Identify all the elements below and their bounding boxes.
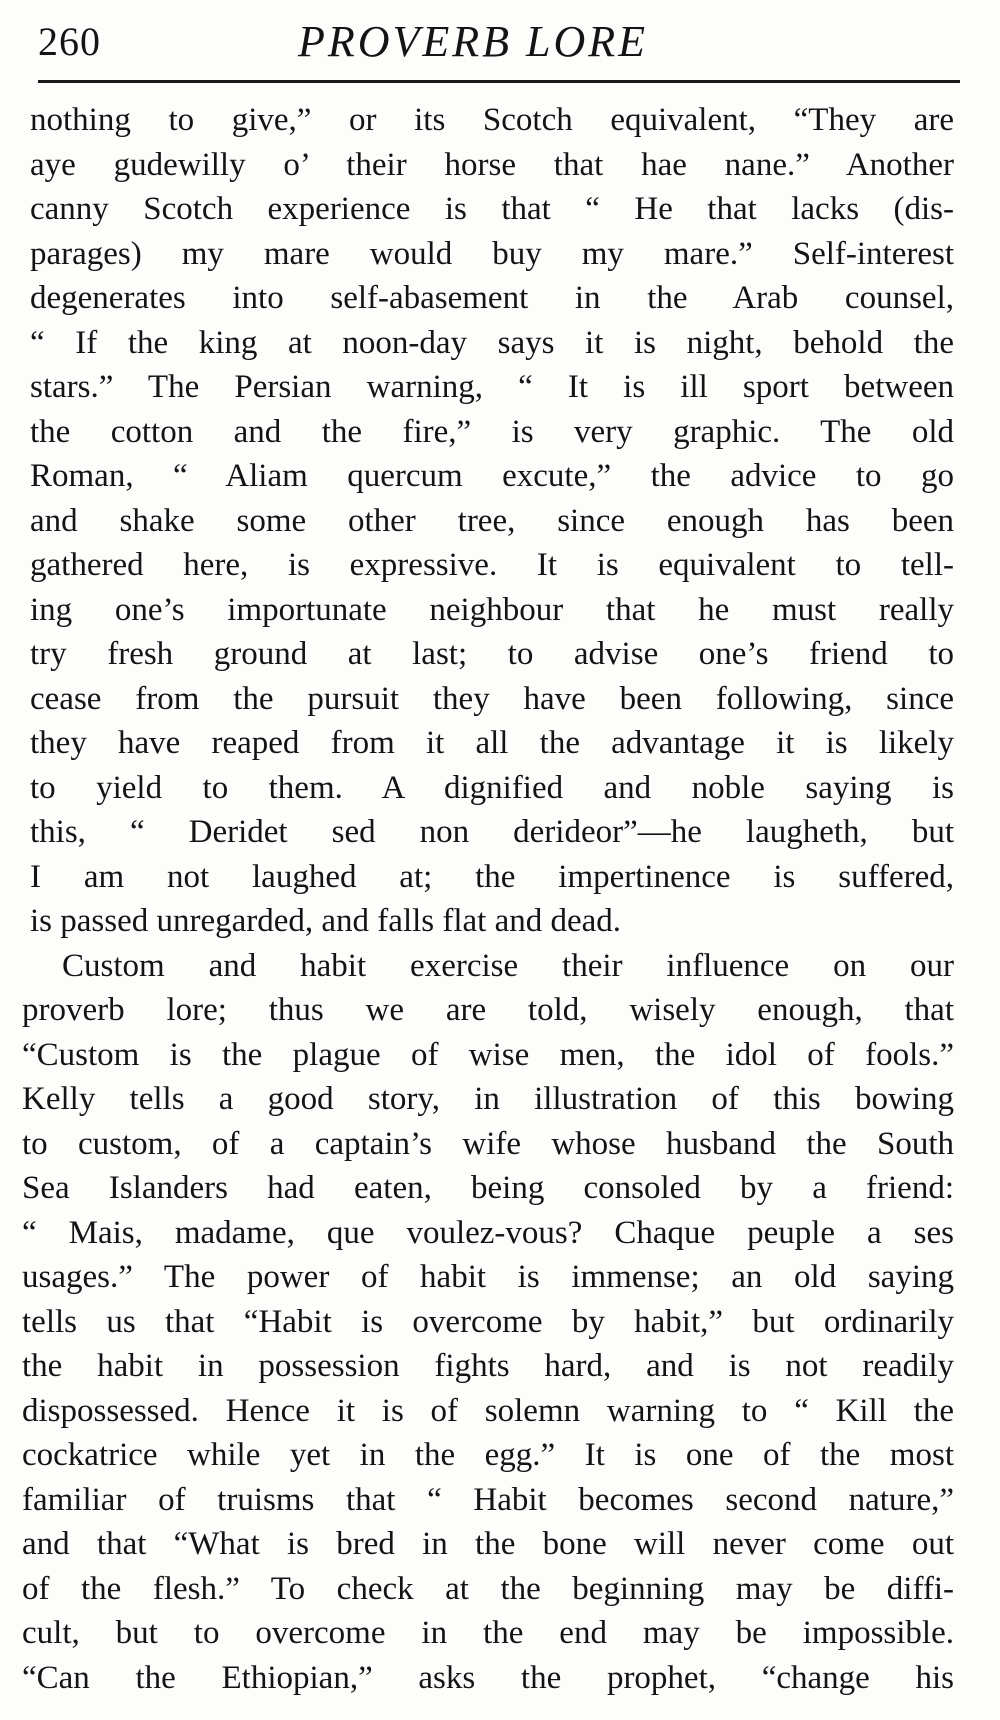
text-line: try fresh ground at last; to advise one’s friend to [30, 636, 954, 672]
text-line: is passed unregarded, and falls flat and dead. [30, 903, 622, 939]
text-line: Kelly tells a good story, in illustration of this bowing [22, 1081, 954, 1117]
text-line: degenerates into self-abasement in the Arab counsel, [30, 280, 954, 316]
text-line: cease from the pursuit they have been following, since [30, 680, 954, 717]
text-line: aye gudewilly o’ their horse that hae nane.” Another [30, 146, 954, 183]
body-text [22, 98, 954, 1700]
text-line: “ Mais, madame, que voulez-vous? Chaque peuple a ses [22, 1214, 954, 1251]
text-line: “Can the Ethiopian,” asks the prophet, “change his [22, 1659, 954, 1696]
text-line: the habit in possession fights hard, and is not readily [22, 1348, 954, 1384]
text-line: of the flesh.” To check at the beginning may be diffi- [22, 1570, 954, 1607]
text-line: tells us that “Habit is overcome by habit,” but ordinarily [22, 1303, 954, 1340]
text-line: nothing to give,” or its Scotch equivalent, “They are [30, 102, 954, 138]
text-line: familiar of truisms that “ Habit becomes second nature,” [22, 1481, 954, 1518]
text-line: the cotton and the fire,” is very graphic. The old [30, 413, 954, 450]
page-header [38, 12, 960, 74]
running-head: PROVERB LORE [298, 17, 649, 66]
text-line: canny Scotch experience is that “ He that lacks (dis- [30, 191, 954, 227]
text-line: “ If the king at noon-day says it is night, behold the [30, 324, 954, 361]
text-line: proverb lore; thus we are told, wisely enough, that [22, 992, 954, 1028]
text-line: this, “ Deridet sed non derideor”—he laugheth, but [30, 814, 954, 850]
text-line: to custom, of a captain’s wife whose husband the South [22, 1125, 954, 1162]
text-line: usages.” The power of habit is immense; an old saying [22, 1259, 954, 1295]
text-line: dispossessed. Hence it is of solemn warning to “ Kill the [22, 1392, 954, 1429]
text-line: they have reaped from it all the advantage it is likely [30, 725, 954, 761]
paragraph-start-line: Custom and habit exercise their influence on our [62, 947, 954, 984]
page-number: 260 [38, 19, 101, 64]
text-line: Sea Islanders had eaten, being consoled by a friend: [22, 1170, 954, 1206]
text-line: to yield to them. A dignified and noble saying is [30, 769, 954, 806]
text-line: stars.” The Persian warning, “ It is ill sport between [30, 369, 954, 405]
text-line: I am not laughed at; the impertinence is suffered, [30, 858, 954, 895]
text-line: cockatrice while yet in the egg.” It is one of the most [22, 1437, 954, 1473]
text-line: gathered here, is expressive. It is equivalent to tell- [30, 547, 954, 583]
text-line: Roman, “ Aliam quercum excute,” the advice to go [30, 458, 954, 494]
text-line: and that “What is bred in the bone will never come out [22, 1526, 954, 1562]
header-rule [38, 80, 960, 83]
text-line: parages) my mare would buy my mare.” Self-interest [30, 235, 954, 272]
text-line: and shake some other tree, since enough has been [30, 502, 954, 539]
text-line: ing one’s importunate neighbour that he must really [30, 591, 954, 628]
text-line: “Custom is the plague of wise men, the idol of fools.” [22, 1036, 954, 1073]
text-line: cult, but to overcome in the end may be impossible. [22, 1615, 954, 1651]
